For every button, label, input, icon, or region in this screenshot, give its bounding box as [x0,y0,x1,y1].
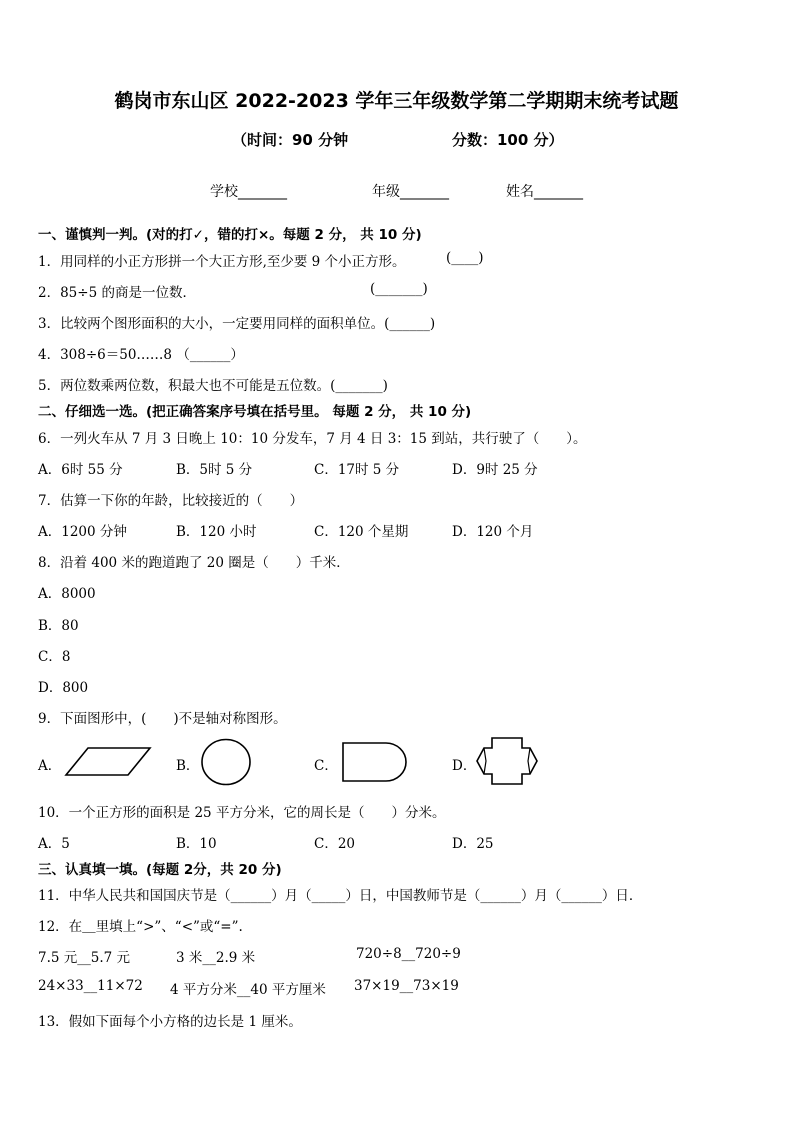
q9-label-a: A． [38,758,62,774]
question-9: 9．下面图形中，( )不是轴对称图形。 [38,711,287,727]
question-2-blank: (_______) [370,281,428,297]
question-1: 1．用同样的小正方形拼一个大正方形,至少要 9 个小正方形。 [38,254,406,270]
q12-item-3: 720÷8__720÷9 [356,946,461,962]
school-field: 学校_______ [210,184,287,200]
question-3: 3．比较两个图形面积的大小，一定要用同样的面积单位。(______) [38,316,436,332]
name-field: 姓名_______ [506,184,583,200]
section3-heading: 三、认真填一填。(每题 2分，共 20 分) [38,862,282,878]
question-2: 2．85÷5 的商是一位数． [38,285,196,301]
q12-item-5: 4 平方分米__40 平方厘米 [170,982,326,998]
q9-label-d: D． [452,758,477,774]
parallelogram-shape [64,746,154,778]
question-13: 13．假如下面每个小方格的边长是 1 厘米。 [38,1014,302,1030]
q10-option-d: D．25 [452,836,494,852]
double-arrow-cross-shape [474,735,540,787]
q10-option-c: C．20 [314,836,356,852]
question-10: 10．一个正方形的面积是 25 平方分米，它的周长是（ ）分米。 [38,805,446,821]
exam-score: 分数：100 分） [452,131,564,149]
page-title: 鹤岗市东山区 2022-2023 学年三年级数学第二学期期末统考试题 [114,90,679,112]
q10-option-a: A．5 [38,836,70,852]
q10-option-b: B．10 [176,836,217,852]
section2-heading: 二、仔细选一选。(把正确答案序号填在括号里。 每题 2 分， 共 10 分) [38,404,472,420]
q6-option-a: A．6时 55 分 [38,462,123,478]
q12-item-1: 7.5 元__5.7 元 [38,950,131,966]
q6-option-c: C．17时 5 分 [314,462,400,478]
circle-shape [200,738,254,786]
q7-option-b: B．120 小时 [176,524,257,540]
question-5: 5．两位数乘两位数，积最大也不可能是五位数。(_______) [38,378,388,394]
question-6: 6．一列火车从 7 月 3 日晚上 10：10 分发车，7 月 4 日 3：15 到站，共行驶了（ ）。 [38,431,587,447]
q7-option-c: C．120 个星期 [314,524,409,540]
q9-label-c: C． [314,758,338,774]
q9-label-b: B． [176,758,200,774]
question-12: 12．在＿里填上“>”、“<”或“=”. [38,919,243,935]
q7-option-a: A．1200 分钟 [38,524,127,540]
q12-item-4: 24×33__11×72 [38,978,143,994]
q8-option-d: D．800 [38,680,89,696]
question-11: 11．中华人民共和国国庆节是（______）月（_____）日，中国教师节是（______）月（______）日． [38,888,643,904]
exam-time: （时间：90 分钟 [232,131,349,149]
q12-item-6: 37×19__73×19 [354,978,459,994]
d-shape [340,741,410,783]
q8-option-a: A．8000 [38,586,96,602]
question-4: 4．308÷6＝50……8 （______） [38,347,244,363]
q6-option-d: D．9时 25 分 [452,462,538,478]
question-8: 8．沿着 400 米的跑道跑了 20 圈是（ ）千米． [38,555,350,571]
q12-item-2: 3 米__2.9 米 [176,950,256,966]
q8-option-b: B．80 [38,618,79,634]
q7-option-d: D．120 个月 [452,524,534,540]
q6-option-b: B．5时 5 分 [176,462,253,478]
question-1-blank: (____) [446,250,484,266]
q8-option-c: C．8 [38,649,71,665]
question-7: 7．估算一下你的年龄，比较接近的（ ） [38,493,304,509]
grade-field: 年级_______ [372,184,449,200]
section1-heading: 一、谨慎判一判。(对的打✓，错的打×。每题 2 分， 共 10 分) [38,227,422,243]
